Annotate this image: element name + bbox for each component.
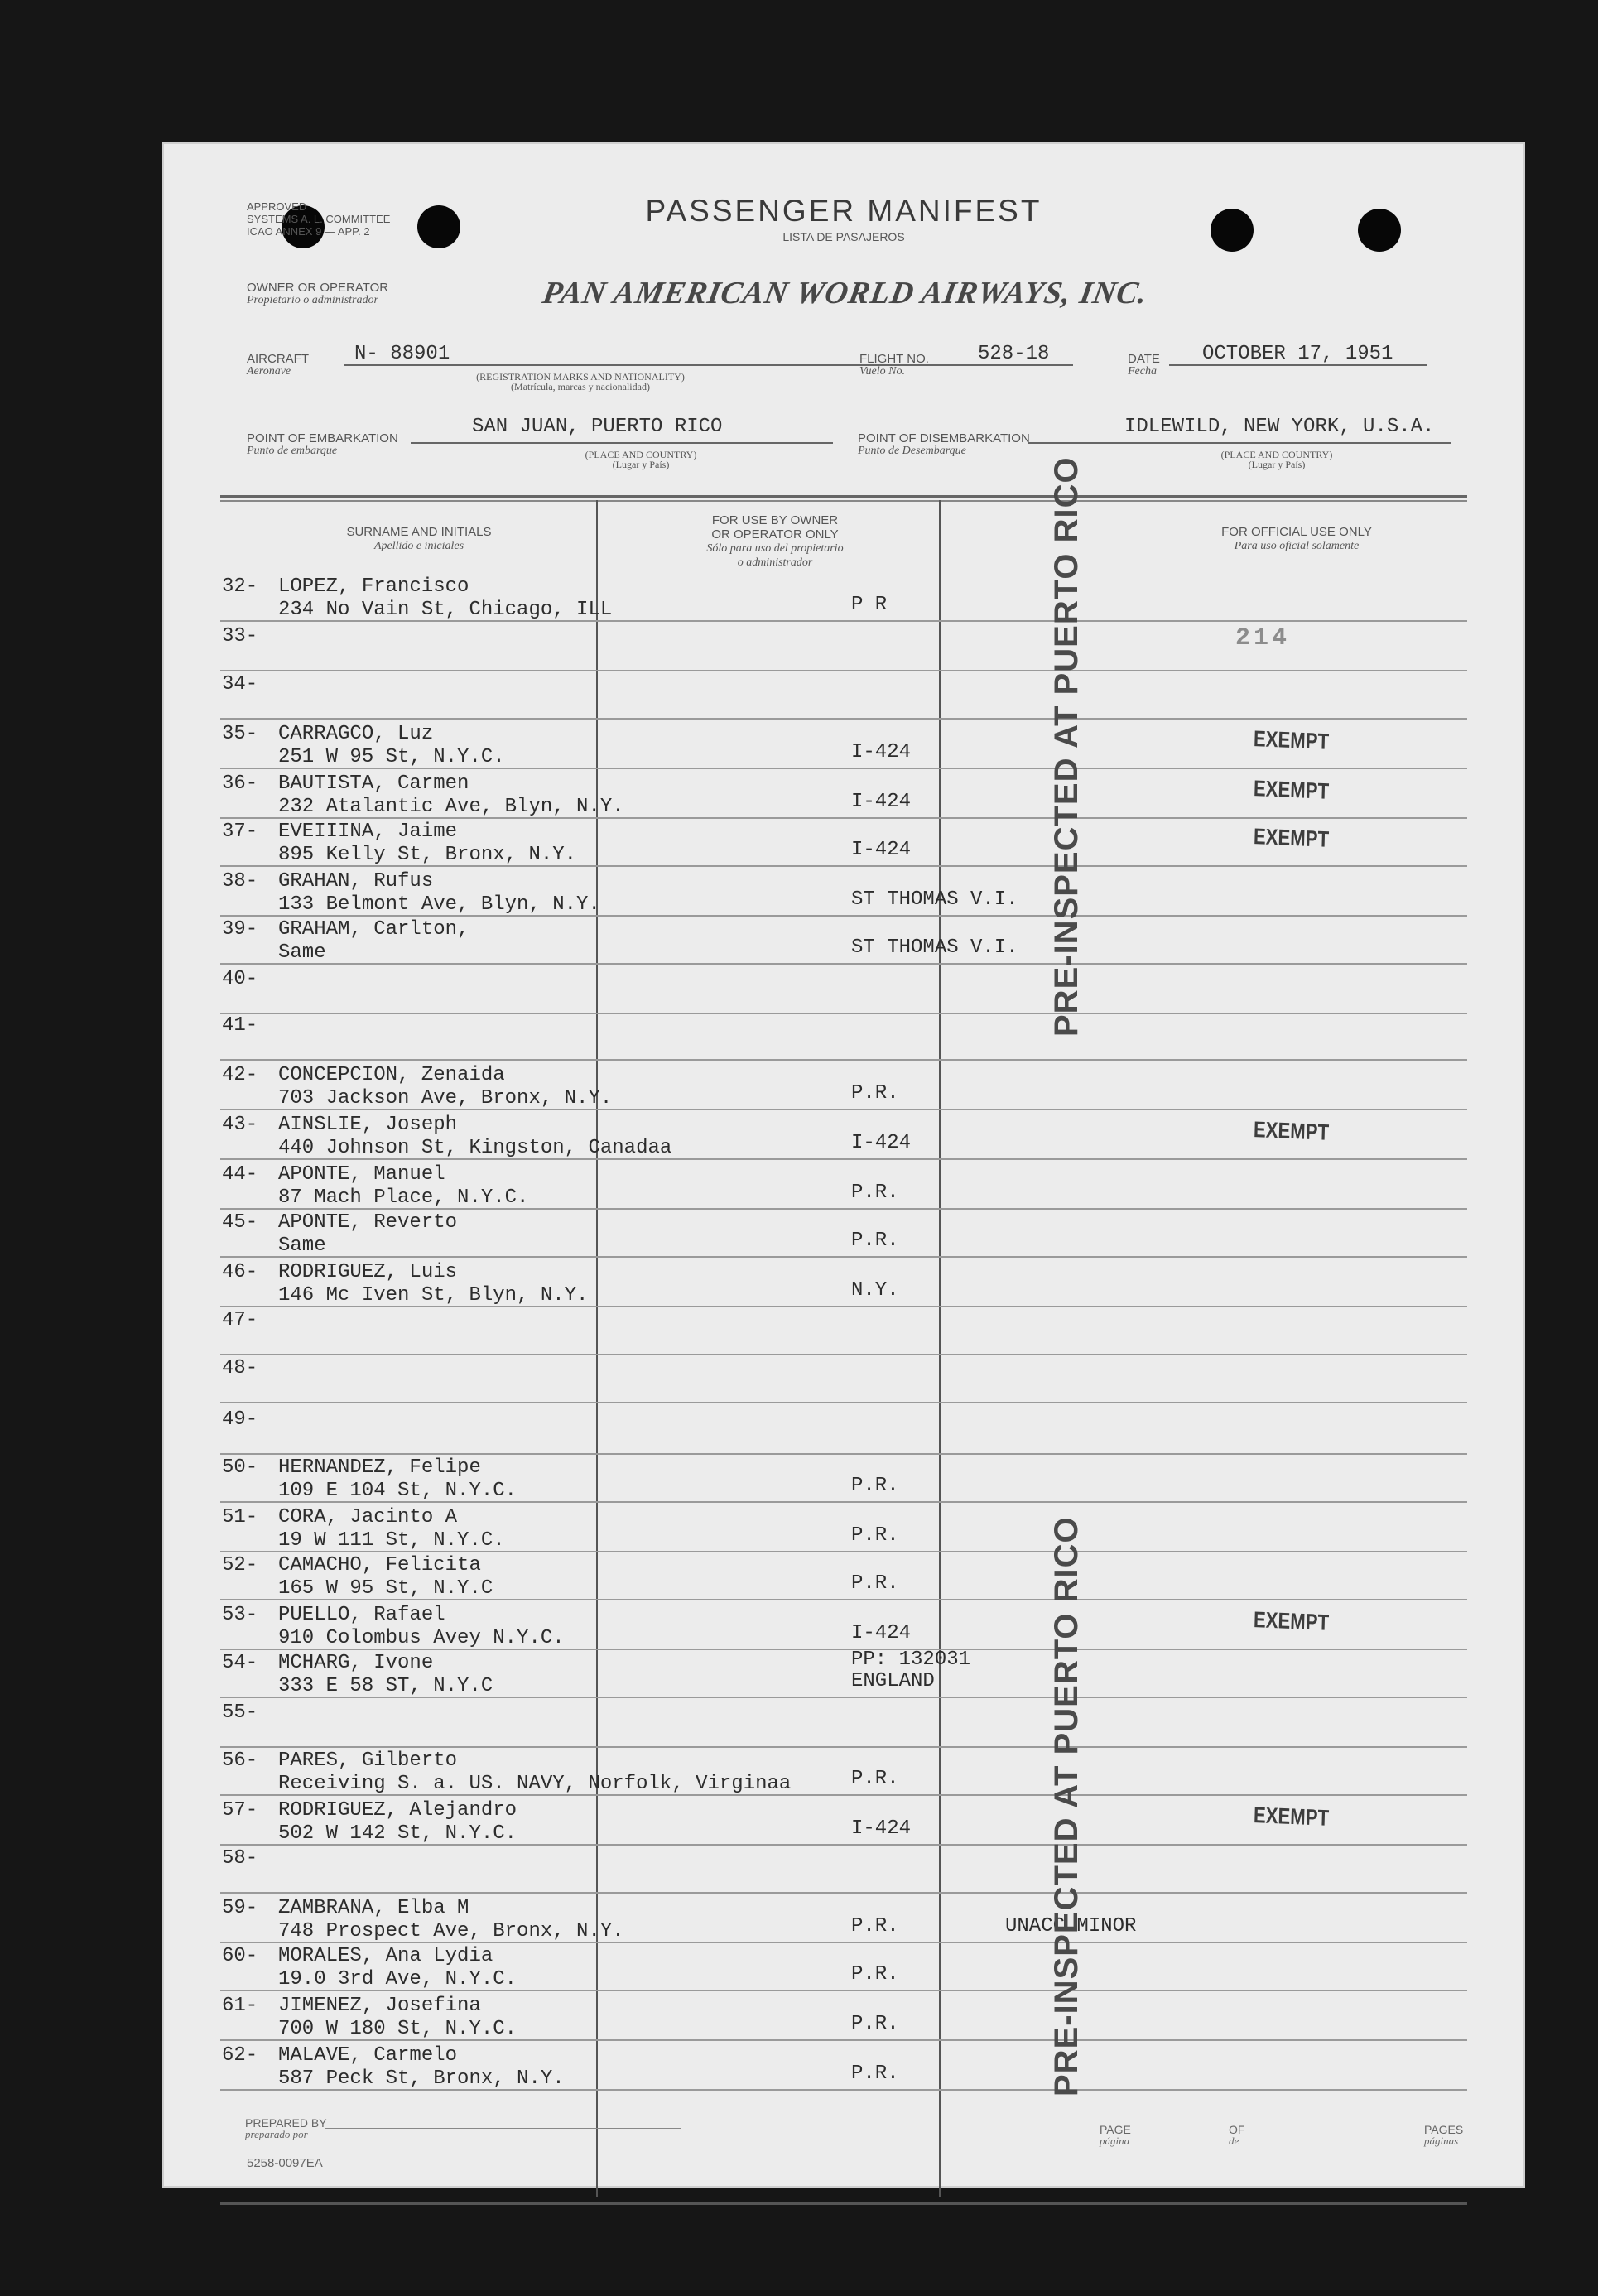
- aircraft-caption-es: (Matrícula, marcas y nacionalidad): [511, 381, 650, 392]
- column-head-owner-line: OR OPERATOR ONLY: [711, 527, 839, 542]
- flight-label: [859, 353, 929, 378]
- passenger-name: MCHARG, Ivone: [278, 1652, 434, 1674]
- table-row: [162, 622, 1525, 671]
- owner-use-code: I-424: [851, 1622, 912, 1644]
- date-label-en: DATE: [1128, 352, 1160, 366]
- owner-label-en: OWNER OR OPERATOR: [247, 281, 389, 295]
- row-number: 37-: [222, 821, 258, 843]
- row-number: 33-: [222, 625, 258, 647]
- page-label-es: página: [1100, 2135, 1130, 2147]
- row-number: 32-: [222, 575, 258, 598]
- column-head-owner-es: o administrador: [737, 556, 813, 569]
- passenger-address: 133 Belmont Ave, Blyn, N.Y.: [278, 893, 600, 916]
- table-row: [162, 915, 1525, 965]
- row-number: 42-: [222, 1064, 258, 1086]
- passenger-name: APONTE, Manuel: [278, 1163, 445, 1186]
- passenger-name: JIMENEZ, Josefina: [278, 1995, 481, 2017]
- column-head-surname: [262, 525, 576, 553]
- disembark-caption: [1211, 450, 1343, 469]
- row-number: 58-: [222, 1847, 258, 1870]
- passenger-name: LOPEZ, Francisco: [278, 575, 469, 598]
- owner-label-es: Propietario o administrador: [247, 294, 378, 306]
- owner-use-code: P.R.: [851, 2013, 899, 2035]
- row-number: 44-: [222, 1163, 258, 1186]
- passenger-address: 748 Prospect Ave, Bronx, N.Y.: [278, 1920, 624, 1942]
- owner-use-code: P.R.: [851, 2063, 899, 2085]
- row-number: 60-: [222, 1945, 258, 1967]
- table-row: [162, 1991, 1525, 2041]
- exempt-stamp: EXEMPT: [1253, 776, 1330, 804]
- row-number: 45-: [222, 1211, 258, 1234]
- passenger-name: CAMACHO, Felicita: [278, 1554, 481, 1576]
- row-number: 39-: [222, 918, 258, 941]
- passenger-address: 440 Johnson St, Kingston, Canadaa: [278, 1137, 672, 1159]
- row-number: 47-: [222, 1309, 258, 1331]
- flight-value: 528-18: [978, 343, 1050, 365]
- date-value: OCTOBER 17, 1951: [1202, 343, 1393, 365]
- row-number: 40-: [222, 968, 258, 990]
- table-row: [162, 1796, 1525, 1846]
- column-head-owner-line: FOR USE BY OWNER: [711, 513, 839, 527]
- form-code-line: ICAO ANNEX 9 — APP. 2: [247, 225, 370, 238]
- owner-use-code: I-424: [851, 741, 912, 763]
- passenger-name: APONTE, Reverto: [278, 1211, 458, 1234]
- passenger-name: ZAMBRANA, Elba M: [278, 1897, 469, 1919]
- row-number: 34-: [222, 673, 258, 696]
- passenger-name: HERNANDEZ, Felipe: [278, 1456, 481, 1479]
- column-head-official-use: [1172, 525, 1421, 553]
- preinspected-stamp-1: PRE-INSPECTED AT PUERTO RICO: [1048, 456, 1085, 1037]
- passenger-name: PUELLO, Rafael: [278, 1604, 445, 1626]
- row-number: 51-: [222, 1506, 258, 1528]
- page-label: [1100, 2125, 1131, 2146]
- owner-use-code: ENGLAND: [851, 1670, 935, 1692]
- owner-use-code: ST THOMAS V.I.: [851, 936, 1018, 959]
- embark-label: [247, 432, 398, 457]
- table-row: [162, 965, 1525, 1014]
- table-row: [162, 572, 1525, 622]
- passenger-address: 700 W 180 St, N.Y.C.: [278, 2018, 517, 2040]
- row-number: 41-: [222, 1014, 258, 1037]
- table-row: [162, 1011, 1525, 1061]
- owner-use-code: P.R.: [851, 1963, 899, 1986]
- owner-use-code: P.R.: [851, 1768, 899, 1790]
- passenger-address: 587 Peck St, Bronx, N.Y.: [278, 2067, 565, 2090]
- pages-label-en: PAGES: [1424, 2123, 1464, 2136]
- row-number: 50-: [222, 1456, 258, 1479]
- embark-underline: [411, 442, 833, 444]
- aircraft-caption-en: (REGISTRATION MARKS AND NATIONALITY): [476, 371, 685, 383]
- pages-label: [1424, 2125, 1463, 2146]
- passenger-name: PARES, Gilberto: [278, 1750, 458, 1772]
- passenger-address: 19.0 3rd Ave, N.Y.C.: [278, 1968, 517, 1990]
- table-row: [162, 720, 1525, 769]
- table-row: [162, 2041, 1525, 2091]
- table-row: [162, 1942, 1525, 1991]
- owner-use-code: I-424: [851, 1132, 912, 1154]
- passenger-address: 502 W 142 St, N.Y.C.: [278, 1822, 517, 1845]
- owner-use-code: I-424: [851, 791, 912, 813]
- passenger-address: 234 No Vain St, Chicago, ILL: [278, 599, 613, 621]
- owner-use-code: I-424: [851, 1817, 912, 1840]
- manifest-page: [162, 142, 1525, 2188]
- row-number: 59-: [222, 1897, 258, 1919]
- passenger-address: 165 W 95 St, N.Y.C: [278, 1577, 493, 1600]
- passenger-name: CARRAGCO, Luz: [278, 723, 434, 745]
- owner-use-code: P.R.: [851, 1572, 899, 1595]
- passenger-name: GRAHAN, Rufus: [278, 870, 434, 893]
- passenger-address: Same: [278, 1235, 326, 1257]
- passport-number: PP: 132031: [851, 1649, 971, 1671]
- embark-label-en: POINT OF EMBARKATION: [247, 431, 398, 445]
- exempt-stamp: EXEMPT: [1253, 824, 1330, 852]
- preinspected-stamp-2: PRE-INSPECTED AT PUERTO RICO: [1048, 1516, 1085, 2096]
- row-rule: [220, 1402, 1467, 1403]
- flight-underline: [953, 364, 1073, 366]
- owner-label: [247, 282, 388, 306]
- table-row: [162, 1110, 1525, 1160]
- page-label-en: PAGE: [1100, 2123, 1131, 2136]
- disembark-label-en: POINT OF DISEMBARKATION: [858, 431, 1030, 445]
- column-head-official-en: FOR OFFICIAL USE ONLY: [1221, 525, 1372, 539]
- passenger-name: AINSLIE, Joseph: [278, 1114, 458, 1136]
- table-bottom-rule: [220, 2202, 1467, 2205]
- embark-value: SAN JUAN, PUERTO RICO: [472, 416, 723, 438]
- table-row: [162, 1453, 1525, 1503]
- row-number: 53-: [222, 1604, 258, 1626]
- owner-use-code: P.R.: [851, 1475, 899, 1497]
- table-row: [162, 867, 1525, 917]
- passenger-address: 333 E 58 ST, N.Y.C: [278, 1675, 493, 1697]
- passenger-name: RODRIGUEZ, Alejandro: [278, 1799, 517, 1822]
- exempt-stamp: EXEMPT: [1253, 1117, 1330, 1145]
- table-row: [162, 817, 1525, 867]
- form-number: 5258-0097EA: [247, 2156, 323, 2170]
- table-row: [162, 1600, 1525, 1650]
- row-number: 52-: [222, 1554, 258, 1576]
- passenger-address: 87 Mach Place, N.Y.C.: [278, 1187, 529, 1209]
- row-number: 54-: [222, 1652, 258, 1674]
- passenger-address: 232 Atalantic Ave, Blyn, N.Y.: [278, 796, 624, 818]
- passenger-name: BAUTISTA, Carmen: [278, 773, 469, 795]
- table-row: [162, 1698, 1525, 1748]
- aircraft-label-es: Aeronave: [247, 365, 291, 378]
- aircraft-label: [247, 353, 309, 378]
- owner-use-code: P.R.: [851, 1082, 899, 1105]
- owner-use-code: P.R.: [851, 1182, 899, 1204]
- table-row: [162, 1354, 1525, 1403]
- table-top-rule-2: [220, 500, 1467, 502]
- column-head-official-es: Para uso oficial solamente: [1234, 540, 1360, 552]
- passenger-name: MALAVE, Carmelo: [278, 2044, 458, 2067]
- aircraft-value: N- 88901: [354, 343, 450, 365]
- embark-label-es: Punto de embarque: [247, 445, 338, 457]
- row-number: 36-: [222, 773, 258, 795]
- passenger-name: EVEIIINA, Jaime: [278, 821, 458, 843]
- exempt-stamp: EXEMPT: [1253, 726, 1330, 754]
- form-code-line: SYSTEMS A. L. COMMITTEE: [247, 213, 391, 225]
- owner-use-code: P.R.: [851, 1524, 899, 1547]
- table-top-rule: [220, 495, 1467, 498]
- passenger-address: 895 Kelly St, Bronx, N.Y.: [278, 844, 577, 866]
- table-row: [162, 1258, 1525, 1307]
- owner-use-code: P.R.: [851, 1230, 899, 1252]
- of-label: [1229, 2125, 1244, 2146]
- prepared-by-line: [325, 2128, 681, 2129]
- passenger-address: Receiving S. a. US. NAVY, Norfolk, Virginaa: [278, 1773, 792, 1795]
- passenger-address: 19 W 111 St, N.Y.C.: [278, 1529, 505, 1552]
- page-title: PASSENGER MANIFEST: [645, 194, 1042, 228]
- table-row: [162, 1844, 1525, 1894]
- prepared-by-es: preparado por: [245, 2128, 308, 2140]
- passenger-address: 109 E 104 St, N.Y.C.: [278, 1480, 517, 1502]
- table-row: [162, 1894, 1525, 1943]
- of-label-en: OF: [1229, 2123, 1245, 2136]
- row-number: 56-: [222, 1750, 258, 1772]
- prepared-by-label: [245, 2118, 327, 2140]
- table-row: [162, 1208, 1525, 1258]
- passenger-name: CONCEPCION, Zenaida: [278, 1064, 505, 1086]
- exempt-stamp: EXEMPT: [1253, 1607, 1330, 1635]
- row-number: 61-: [222, 1995, 258, 2017]
- passenger-name: CORA, Jacinto A: [278, 1506, 458, 1528]
- table-row: [162, 1061, 1525, 1110]
- pages-label-es: páginas: [1424, 2135, 1459, 2147]
- table-row: [162, 1503, 1525, 1552]
- table-row: [162, 1746, 1525, 1796]
- owner-use-code: P.R.: [851, 1915, 899, 1937]
- disembark-underline: [1028, 442, 1451, 444]
- table-row: [162, 670, 1525, 720]
- column-head-surname-en: SURNAME AND INITIALS: [346, 525, 492, 539]
- row-number: 57-: [222, 1799, 258, 1822]
- embark-caption-es: (Lugar y País): [612, 459, 670, 470]
- passenger-address: 910 Colombus Avey N.Y.C.: [278, 1627, 565, 1649]
- passenger-address: 251 W 95 St, N.Y.C.: [278, 746, 505, 768]
- row-number: 49-: [222, 1408, 258, 1431]
- owner-use-code: P R: [851, 594, 888, 616]
- column-head-owner-es: Sólo para uso del propietario: [706, 542, 844, 555]
- aircraft-caption: [448, 372, 713, 392]
- column-head-owner-use: [626, 513, 924, 570]
- date-underline: [1169, 364, 1427, 366]
- owner-use-code: ST THOMAS V.I.: [851, 888, 1018, 911]
- column-head-surname-es: Apellido e iniciales: [373, 540, 464, 552]
- passenger-name: GRAHAM, Carlton,: [278, 918, 469, 941]
- owner-use-code: N.Y.: [851, 1279, 899, 1302]
- owner-use-code: I-424: [851, 839, 912, 861]
- exempt-stamp: EXEMPT: [1253, 1803, 1330, 1831]
- passenger-address: 146 Mc Iven St, Blyn, N.Y.: [278, 1284, 589, 1307]
- disembark-value: IDLEWILD, NEW YORK, U.S.A.: [1124, 416, 1435, 438]
- row-number: 38-: [222, 870, 258, 893]
- passenger-name: MORALES, Ana Lydia: [278, 1945, 493, 1967]
- row-number: 62-: [222, 2044, 258, 2067]
- row-number: 55-: [222, 1702, 258, 1724]
- date-label: [1128, 353, 1160, 378]
- embark-caption-en: (PLACE AND COUNTRY): [585, 449, 697, 460]
- row-note: UNACC MINOR: [1005, 1915, 1137, 1937]
- disembark-caption-en: (PLACE AND COUNTRY): [1220, 449, 1333, 460]
- row-rule: [220, 2089, 1467, 2091]
- row-number: 48-: [222, 1357, 258, 1379]
- embark-caption: [575, 450, 707, 469]
- passenger-address: Same: [278, 941, 326, 964]
- of-label-es: de: [1229, 2135, 1239, 2147]
- form-code-line: APPROVED: [247, 200, 307, 213]
- passenger-address: 703 Jackson Ave, Bronx, N.Y.: [278, 1087, 613, 1109]
- aircraft-label-en: AIRCRAFT: [247, 352, 309, 366]
- flight-label-en: FLIGHT NO.: [859, 352, 929, 366]
- passenger-name: RODRIGUEZ, Luis: [278, 1261, 458, 1283]
- date-label-es: Fecha: [1128, 365, 1157, 378]
- flight-label-es: Vuelo No.: [859, 365, 905, 378]
- row-number: 43-: [222, 1114, 258, 1136]
- table-row: [162, 1405, 1525, 1455]
- table-row: [162, 1306, 1525, 1355]
- row-number: 46-: [222, 1261, 258, 1283]
- table-row: [162, 1160, 1525, 1210]
- prepared-by-en: PREPARED BY: [245, 2116, 327, 2130]
- table-row: [162, 1551, 1525, 1600]
- disembark-caption-es: (Lugar y País): [1248, 459, 1306, 470]
- disembark-label: [858, 432, 1030, 457]
- official-number: 214: [1235, 624, 1291, 652]
- page-subtitle: LISTA DE PASAJEROS: [782, 230, 905, 243]
- row-number: 35-: [222, 723, 258, 745]
- disembark-label-es: Punto de Desembarque: [858, 445, 966, 457]
- table-row: [162, 769, 1525, 819]
- airline-name: PAN AMERICAN WORLD AIRWAYS, INC.: [540, 276, 1151, 310]
- table-row: [162, 1649, 1525, 1698]
